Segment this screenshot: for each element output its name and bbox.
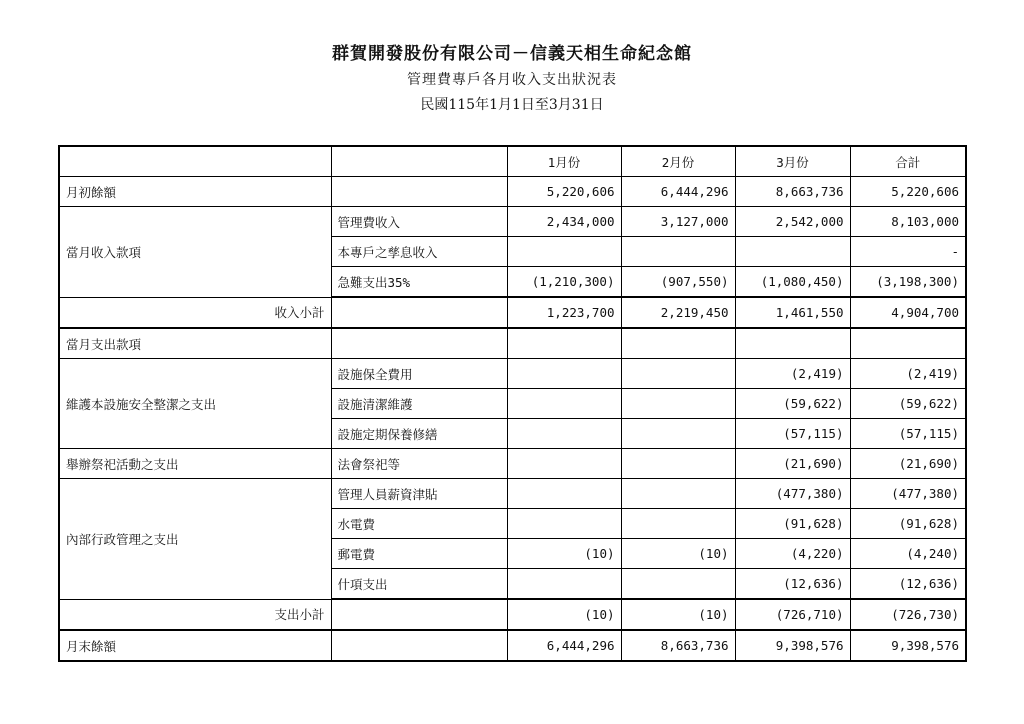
value-cell: (10) — [507, 599, 621, 630]
value-cell: (4,220) — [735, 539, 850, 569]
value-cell: (57,115) — [850, 419, 966, 449]
value-cell: (21,690) — [850, 449, 966, 479]
value-cell: 5,220,606 — [850, 177, 966, 207]
value-cell: (59,622) — [735, 389, 850, 419]
expense-item-row — [59, 479, 966, 509]
admin-group-label: 內部行政管理之支出 — [59, 479, 331, 600]
item-label: 設施定期保養修繕 — [331, 419, 507, 449]
expense-item-row — [59, 359, 966, 389]
value-cell: (4,240) — [850, 539, 966, 569]
column-header: 3月份 — [735, 146, 850, 177]
column-header: 合計 — [850, 146, 966, 177]
value-cell — [621, 569, 735, 600]
item-label: 法會祭祀等 — [331, 449, 507, 479]
value-cell: 6,444,296 — [621, 177, 735, 207]
column-header: 2月份 — [621, 146, 735, 177]
value-cell: 8,663,736 — [735, 177, 850, 207]
value-cell: (10) — [621, 539, 735, 569]
income-expense-table — [58, 145, 967, 662]
value-cell: (1,080,450) — [735, 267, 850, 298]
value-cell: 2,219,450 — [621, 297, 735, 328]
column-header-row — [59, 146, 966, 177]
value-cell: 8,103,000 — [850, 207, 966, 237]
closing-balance-row — [59, 630, 966, 661]
value-cell: (477,380) — [735, 479, 850, 509]
expense-subtotal-row — [59, 599, 966, 630]
maintenance-group-label: 維護本設施安全整潔之支出 — [59, 359, 331, 449]
value-cell: (726,710) — [735, 599, 850, 630]
value-cell — [621, 419, 735, 449]
value-cell: 9,398,576 — [850, 630, 966, 661]
report-subtitle: 管理費專戶各月收入支出狀況表 — [407, 72, 617, 88]
value-cell: (2,419) — [850, 359, 966, 389]
value-cell: 5,220,606 — [507, 177, 621, 207]
value-cell: (21,690) — [735, 449, 850, 479]
value-cell — [621, 359, 735, 389]
value-cell — [735, 237, 850, 267]
value-cell: 8,663,736 — [621, 630, 735, 661]
value-cell: (91,628) — [735, 509, 850, 539]
row-label: 月初餘額 — [59, 177, 331, 207]
value-cell — [507, 389, 621, 419]
value-cell: (477,380) — [850, 479, 966, 509]
value-cell: (91,628) — [850, 509, 966, 539]
value-cell: (57,115) — [735, 419, 850, 449]
income-item-row — [59, 207, 966, 237]
value-cell — [621, 509, 735, 539]
income-subtotal-row — [59, 297, 966, 328]
item-label: 本專戶之孳息收入 — [331, 237, 507, 267]
value-cell — [507, 419, 621, 449]
item-label: 設施清潔維護 — [331, 389, 507, 419]
company-title: 群賀開發股份有限公司－信義天相生命紀念館 — [332, 44, 692, 64]
value-cell: 2,542,000 — [735, 207, 850, 237]
subtotal-label: 支出小計 — [59, 599, 331, 630]
report-period: 民國115年1月1日至3月31日 — [420, 97, 604, 113]
value-cell — [621, 479, 735, 509]
item-label: 什項支出 — [331, 569, 507, 600]
value-cell: - — [850, 237, 966, 267]
value-cell: (726,730) — [850, 599, 966, 630]
value-cell: (59,622) — [850, 389, 966, 419]
value-cell — [507, 359, 621, 389]
ceremony-group-label: 舉辦祭祀活動之支出 — [59, 449, 331, 479]
expense-header-row — [59, 328, 966, 359]
column-header: 1月份 — [507, 146, 621, 177]
value-cell: 9,398,576 — [735, 630, 850, 661]
item-label: 設施保全費用 — [331, 359, 507, 389]
row-label: 當月支出款項 — [59, 328, 331, 359]
item-label: 水電費 — [331, 509, 507, 539]
value-cell: 4,904,700 — [850, 297, 966, 328]
subtotal-label: 收入小計 — [59, 297, 331, 328]
value-cell: (10) — [621, 599, 735, 630]
income-group-label: 當月收入款項 — [59, 207, 331, 298]
value-cell: (1,210,300) — [507, 267, 621, 298]
value-cell: (2,419) — [735, 359, 850, 389]
row-label: 月末餘額 — [59, 630, 331, 661]
value-cell — [507, 509, 621, 539]
value-cell: (10) — [507, 539, 621, 569]
value-cell — [621, 389, 735, 419]
value-cell — [507, 449, 621, 479]
value-cell: (12,636) — [850, 569, 966, 600]
header-blank-2 — [331, 146, 507, 177]
item-label: 管理費收入 — [331, 207, 507, 237]
value-cell — [507, 479, 621, 509]
value-cell — [621, 449, 735, 479]
item-label: 郵電費 — [331, 539, 507, 569]
value-cell: 3,127,000 — [621, 207, 735, 237]
value-cell — [507, 569, 621, 600]
value-cell: (3,198,300) — [850, 267, 966, 298]
opening-balance-row — [59, 177, 966, 207]
value-cell: 1,461,550 — [735, 297, 850, 328]
value-cell: 1,223,700 — [507, 297, 621, 328]
expense-item-row — [59, 449, 966, 479]
report-header — [0, 40, 1024, 118]
value-cell: 6,444,296 — [507, 630, 621, 661]
value-cell: (12,636) — [735, 569, 850, 600]
value-cell — [621, 237, 735, 267]
item-label: 管理人員薪資津貼 — [331, 479, 507, 509]
item-label: 急難支出35% — [331, 267, 507, 298]
value-cell: (907,550) — [621, 267, 735, 298]
value-cell: 2,434,000 — [507, 207, 621, 237]
header-blank-1 — [59, 146, 331, 177]
value-cell — [507, 237, 621, 267]
